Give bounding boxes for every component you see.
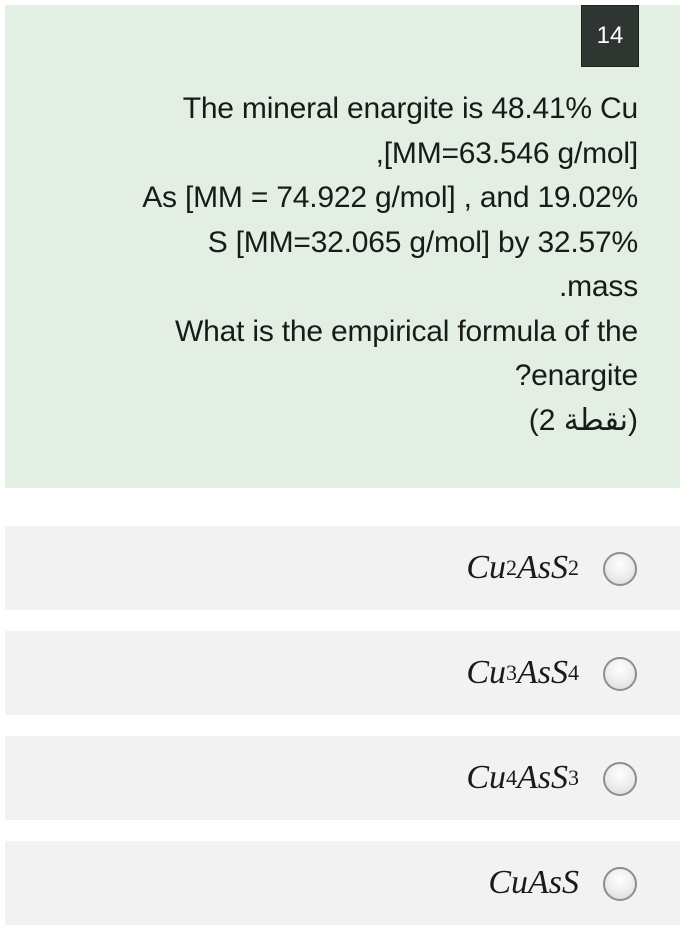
radio-button[interactable] <box>603 657 637 691</box>
formula-symbol: Cu <box>466 759 506 796</box>
question-points: (2 نقطة) <box>528 403 638 437</box>
option-label: Cu 3 AsS 4 <box>466 654 579 691</box>
question-card <box>5 5 680 488</box>
question-line: The mineral enargite is 48.41% Cu <box>182 92 638 125</box>
question-number-badge: 14 <box>581 5 639 67</box>
radio-button[interactable] <box>603 762 637 796</box>
question-line: ?enargite <box>514 359 638 392</box>
question-line: What is the empirical formula of the <box>175 314 638 348</box>
question-line: As [MM = 74.922 g/mol] , and 19.02% <box>142 181 638 214</box>
option-label: Cu 2 AsS 2 <box>466 549 579 586</box>
option-label: Cu 4 AsS 3 <box>466 759 579 796</box>
formula-symbol: Cu <box>466 654 506 691</box>
formula-symbol: AsS <box>517 654 568 691</box>
answer-option-4[interactable] <box>5 841 680 925</box>
answer-option-3[interactable] <box>5 736 680 820</box>
question-line: .mass <box>558 270 638 303</box>
question-text <box>38 87 638 443</box>
question-line: ,[MM=63.546 g/mol] <box>375 136 638 170</box>
formula-symbol: AsS <box>517 759 568 796</box>
radio-button[interactable] <box>603 867 637 901</box>
answer-option-2[interactable] <box>5 631 680 715</box>
radio-button[interactable] <box>603 552 637 586</box>
option-label <box>488 841 579 925</box>
answer-option-1[interactable] <box>5 526 680 610</box>
question-line: S [MM=32.065 g/mol] by 32.57% <box>207 225 638 259</box>
formula-symbol: CuAsS <box>488 864 579 901</box>
formula-symbol: AsS <box>517 549 568 586</box>
formula-symbol: Cu <box>466 549 506 586</box>
